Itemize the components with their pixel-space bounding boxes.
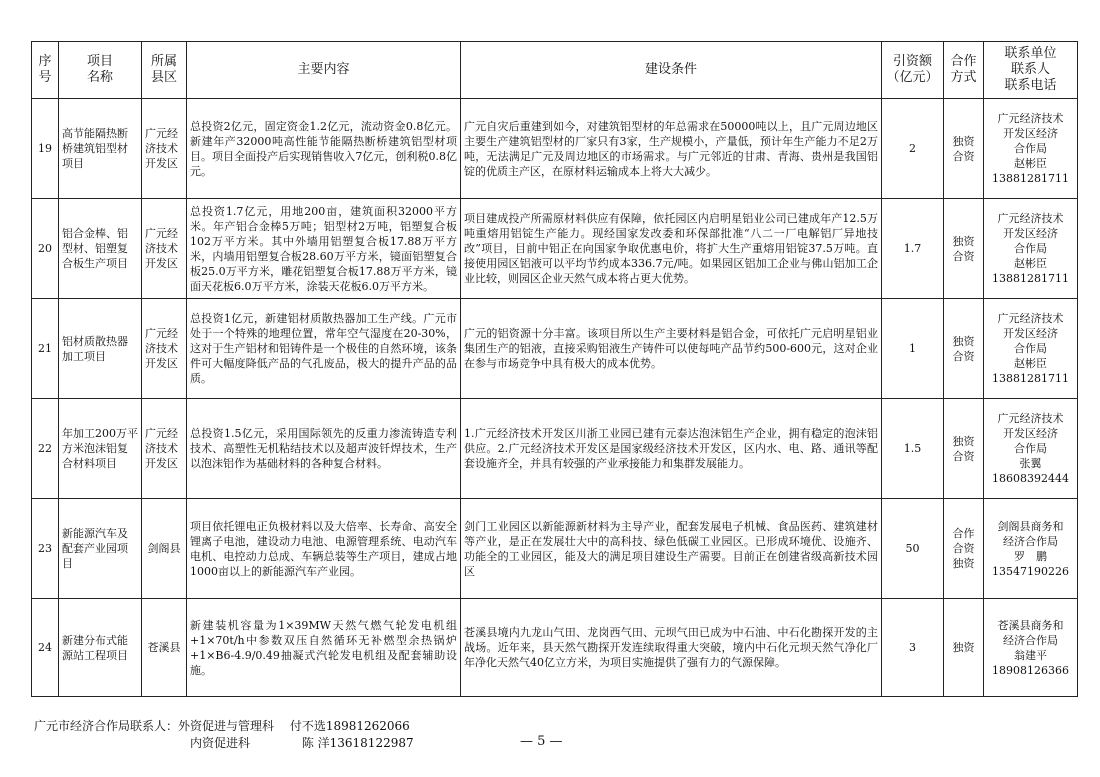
row-conditions: 剑门工业园区以新能源新材料为主导产业，配套发展电子机械、食品医药、建筑建材等产业，是正在发展壮大中的高科技、绿色低碳工业园区。已形成环境优、设施齐、功能全的工业园区，能及大的满足项目建设生产需要。目前正在创建省级高新技术园区 xyxy=(461,499,882,599)
header-county: 所属 县区 xyxy=(142,42,187,99)
row-no: 22 xyxy=(32,399,59,499)
header-conditions: 建设条件 xyxy=(461,42,882,99)
table-row xyxy=(32,99,1078,199)
row-county: 广元经济技术开发区 xyxy=(142,199,187,299)
row-investment: 2 xyxy=(882,99,944,199)
row-cooperation: 独资 合资 xyxy=(944,199,984,299)
row-main-content: 项目依托锂电正负极材料以及大倍率、长寿命、高安全锂离子电池，建设动力电池、电源管理系统、电动汽车电机、电控动力总成、车辆总装等生产项目，建成占地1000亩以上的新能源汽车产业园。 xyxy=(187,499,461,599)
header-project-name: 项目 名称 xyxy=(59,42,142,99)
footer-contacts xyxy=(34,718,414,752)
row-county: 苍溪县 xyxy=(142,599,187,697)
row-no: 24 xyxy=(32,599,59,697)
row-conditions: 1.广元经济技术开发区川浙工业园已建有元泰达泡沫铝生产企业，拥有稳定的泡沫铝供应。2.广元经济技术开发区是国家级经济技术开发区，区内水、电、路、通讯等配套设施齐全，并具有较强的产业承接能力和集群发展能力。 xyxy=(461,399,882,499)
row-cooperation: 合作 合资 独资 xyxy=(944,499,984,599)
row-main-content: 新建装机容量为1×39MW天然气燃气轮发电机组+1×70t/h中参数双压自然循环无补燃型余热锅炉+1×B6-4.9/0.49抽凝式汽轮发电机组及配套辅助设施。 xyxy=(187,599,461,697)
footer-contact-foreign: 外资促进与管理科 付不选18981262066 xyxy=(178,719,410,733)
row-county: 广元经济技术开发区 xyxy=(142,399,187,499)
row-no: 21 xyxy=(32,299,59,399)
table-row xyxy=(32,599,1078,697)
row-cooperation: 独资 xyxy=(944,599,984,697)
row-project-name: 新建分布式能源站工程项目 xyxy=(59,599,142,697)
row-county: 广元经济技术开发区 xyxy=(142,99,187,199)
table-row xyxy=(32,399,1078,499)
row-conditions: 广元自灾后重建到如今，对建筑铝型材的年总需求在50000吨以上，且广元周边地区主要生产建筑铝型材的厂家只有3家，生产规模小，产量低，预计年生产能力不足2万吨，无法满足广元及周边地区的市场需求。与广元邻近的甘肃、青海、贵州是我国铝锭的优质主产区，在原材料运输成本上将大大减少。 xyxy=(461,99,882,199)
header-investment: 引资额 （亿元） xyxy=(882,42,944,99)
table-row xyxy=(32,499,1078,599)
row-investment: 50 xyxy=(882,499,944,599)
row-no: 23 xyxy=(32,499,59,599)
header-contact: 联系单位 联系人 联系电话 xyxy=(984,42,1078,99)
row-contact: 广元经济技术 开发区经济 合作局 张翼 18608392444 xyxy=(984,399,1078,499)
row-main-content: 总投资2亿元，固定资金1.2亿元，流动资金0.8亿元。新建年产32000吨高性能节能隔热断桥建筑铝型材项目。项目全面投产后实现销售收入7亿元，创利税0.8亿元。 xyxy=(187,99,461,199)
row-main-content: 总投资1亿元，新建铝材质散热器加工生产线。广元市处于一个特殊的地理位置，常年空气湿度在20-30%，这对于生产铝材和铝铸件是一个极佳的自然环境，该条件可大幅度降低产品的气孔废品，极大的提升产品的品质。 xyxy=(187,299,461,399)
footer-contact-domestic: 内资促进科 陈 洋13618122987 xyxy=(190,736,414,750)
row-main-content: 总投资1.5亿元，采用国际领先的反重力渗流铸造专利技术、高塑性无机粘结技术以及超声波钎焊技术，生产以泡沫铝作为基础材料的各种复合材料。 xyxy=(187,399,461,499)
row-conditions: 广元的铝资源十分丰富。该项目所以生产主要材料是铝合金，可依托广元启明星铝业集团生产的铝液，直接采购铝液生产铸件可以使每吨产品节约500-600元，这对企业在参与市场竞争中具有极大的成本优势。 xyxy=(461,299,882,399)
row-investment: 1.7 xyxy=(882,199,944,299)
page-number: — 5 — xyxy=(520,734,563,749)
row-no: 19 xyxy=(32,99,59,199)
table-row xyxy=(32,199,1078,299)
project-table xyxy=(31,41,1078,697)
row-cooperation: 独资 合资 xyxy=(944,299,984,399)
row-cooperation: 独资 合资 xyxy=(944,99,984,199)
row-project-name: 铝材质散热器加工项目 xyxy=(59,299,142,399)
row-contact: 广元经济技术 开发区经济 合作局 赵彬臣 13881281711 xyxy=(984,99,1078,199)
row-investment: 3 xyxy=(882,599,944,697)
footer-label: 广元市经济合作局联系人： xyxy=(34,719,179,733)
row-cooperation: 独资 合资 xyxy=(944,399,984,499)
table-header-row xyxy=(32,42,1078,99)
header-cooperation: 合作 方式 xyxy=(944,42,984,99)
row-project-name: 高节能隔热断桥建筑铝型材项目 xyxy=(59,99,142,199)
table-row xyxy=(32,299,1078,399)
row-project-name: 年加工200万平方米泡沫铝复合材料项目 xyxy=(59,399,142,499)
row-conditions: 项目建成投产所需原材料供应有保障，依托园区内启明星铝业公司已建成年产12.5万吨重熔用铝锭生产能力。现经国家发改委和环保部批准“八二一厂电解铝厂异地技改”项目，目前中铝正在向国家争取优惠电价，将扩大生产重熔用铝锭37.5万吨。直接使用园区铝液可以平均节约成本336.7元/吨。如果园区铝加工企业与佛山铝加工企业比较，则园区企业天然气成本将占更大优势。 xyxy=(461,199,882,299)
header-main-content: 主要内容 xyxy=(187,42,461,99)
row-no: 20 xyxy=(32,199,59,299)
row-project-name: 铝合金棒、铝型材、铝塑复合板生产项目 xyxy=(59,199,142,299)
row-contact: 广元经济技术 开发区经济 合作局 赵彬臣 13881281711 xyxy=(984,199,1078,299)
row-contact: 苍溪县商务和 经济合作局 翁建平 18908126366 xyxy=(984,599,1078,697)
row-project-name: 新能源汽车及配套产业园项目 xyxy=(59,499,142,599)
header-no: 序 号 xyxy=(32,42,59,99)
row-investment: 1.5 xyxy=(882,399,944,499)
row-contact: 广元经济技术 开发区经济 合作局 赵彬臣 13881281711 xyxy=(984,299,1078,399)
row-investment: 1 xyxy=(882,299,944,399)
row-county: 广元经济技术开发区 xyxy=(142,299,187,399)
row-main-content: 总投资1.7亿元，用地200亩，建筑面积32000平方米。年产铝合金棒5万吨；铝型材2万吨，铝塑复合板102万平方米。其中外墙用铝塑复合板17.88万平方米，内墙用铝塑复合板28.60万平方米，镜面铝塑复合板25.0万平方米，雕花铝塑复合板17.88万平方米，镜面天花板6.0万平方米，涂装天花板6.0万平方米。 xyxy=(187,199,461,299)
row-contact: 剑阁县商务和 经济合作局 罗 鹏 13547190226 xyxy=(984,499,1078,599)
row-conditions: 苍溪县境内九龙山气田、龙岗西气田、元坝气田已成为中石油、中石化勘探开发的主战场。近年来，县天然气勘探开发连续取得重大突破，境内中石化元坝天然气净化厂年净化天然气40亿立方米，为项目实施提供了强有力的气源保障。 xyxy=(461,599,882,697)
row-county: 剑阁县 xyxy=(142,499,187,599)
